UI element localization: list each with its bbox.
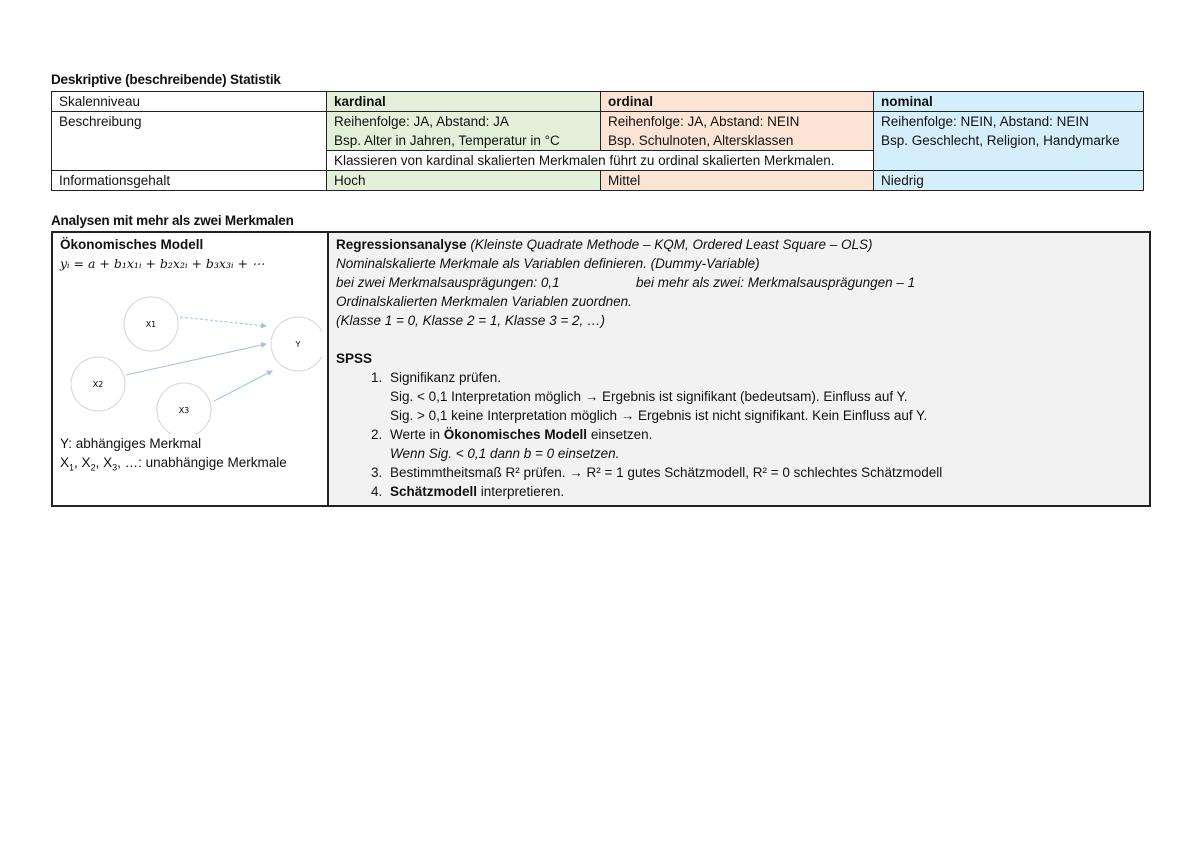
- step-1-sig-high: Sig. > 0,1 keine Interpretation möglich → Ergebnis ist nicht signifikant. Kein Einfluss auf Y.: [390, 408, 928, 423]
- scale-level-table: [51, 91, 1144, 191]
- cell-kardinal-beschreibung: [327, 112, 601, 151]
- row-label-skalenniveau: Skalenniveau: [52, 92, 327, 112]
- regression-title: Regressionsanalyse: [336, 237, 467, 252]
- row-label-beschreibung: Beschreibung: [52, 112, 327, 171]
- regression-line-dummy: bei zwei Merkmalsausprägungen: 0,1 bei mehr als zwei: Merkmalsausprägungen – 1: [336, 275, 916, 290]
- arrow-x1-y: [180, 317, 266, 326]
- regression-line-nominal: Nominalskalierte Merkmale als Variablen definieren. (Dummy-Variable): [336, 256, 760, 271]
- legend-independent: $X_1$, $X_2$, $X_3$, …: unabhängige Merkmale: [60, 455, 287, 473]
- node-x1: [124, 297, 178, 351]
- cell-kardinal-info: Hoch: [327, 171, 601, 191]
- header-kardinal: kardinal: [327, 92, 601, 112]
- list-item-werte-einsetzen: 2. Werte in Ökonomisches Modell einsetzen. Wenn Sig. < 0,1 dann b = 0 einsetzen.: [386, 425, 1142, 463]
- node-x1-label: X1: [145, 320, 157, 329]
- node-y: [271, 317, 322, 371]
- table-row-informationsgehalt: [52, 171, 1144, 191]
- step-1-sig-low: Sig. < 0,1 Interpretation möglich → Ergebnis ist signifikant (bedeutsam). Einfluss auf Y.: [390, 389, 908, 404]
- regression-title-note: (Kleinste Quadrate Methode – KQM, Ordered Least Square – OLS): [470, 237, 873, 252]
- node-y-label: Y: [295, 340, 301, 349]
- regression-diagram: [60, 274, 322, 434]
- text-nominal-beispiel: Bsp. Geschlecht, Religion, Handymarke: [881, 133, 1120, 148]
- text-kardinal-beispiel: Bsp. Alter in Jahren, Temperatur in °C: [334, 133, 560, 148]
- header-nominal: nominal: [874, 92, 1144, 112]
- row-label-informationsgehalt: Informationsgehalt: [52, 171, 327, 191]
- text-ordinal-reihenfolge: Reihenfolge: JA, Abstand: NEIN: [608, 114, 800, 129]
- table-row-beschreibung-1: [52, 112, 1144, 151]
- text-ordinal-beispiel: Bsp. Schulnoten, Altersklassen: [608, 133, 794, 148]
- node-x3-label: X3: [178, 406, 190, 415]
- spss-title: SPSS: [336, 351, 373, 366]
- heading-analysen: Analysen mit mehr als zwei Merkmalen: [51, 213, 294, 228]
- list-item-schaetzmodell: 4. Schätzmodell interpretieren.: [386, 482, 1142, 501]
- cell-nominal-info: Niedrig: [874, 171, 1144, 191]
- regression-line-ordinal: Ordinalskalierten Merkmalen Variablen zuordnen.: [336, 294, 632, 309]
- arrow-x3-y: [214, 371, 272, 401]
- cell-ordinal-beschreibung: [601, 112, 874, 151]
- step-2-note: Wenn Sig. < 0,1 dann b = 0 einsetzen.: [390, 446, 620, 461]
- spss-steps-list: [336, 368, 1142, 501]
- header-ordinal: ordinal: [601, 92, 874, 112]
- cell-ordinal-info: Mittel: [601, 171, 874, 191]
- cell-nominal-beschreibung: [874, 112, 1144, 171]
- model-title: Ökonomisches Modell: [60, 237, 204, 252]
- node-x2: [71, 357, 125, 411]
- cell-regressionsanalyse: [328, 232, 1150, 506]
- heading-deskriptive-statistik: Deskriptive (beschreibende) Statistik: [51, 72, 281, 87]
- table-row-skalenniveau: [52, 92, 1144, 112]
- regression-title-line: [336, 235, 1142, 254]
- list-item-signifikanz: 1. Signifikanz prüfen. Sig. < 0,1 Interpretation möglich → Ergebnis ist signifikant (bedeutsam). Einfluss auf Y. Sig. > 0,1 keine Interpretation möglich → Ergebnis ist nicht signifikant. Kein Einfluss auf Y.: [386, 368, 1142, 425]
- model-formula: yᵢ = a + b₁x₁ᵢ + b₂x₂ᵢ + b₃x₃ᵢ + ⋯: [60, 256, 265, 271]
- regression-line-klassen: (Klasse 1 = 0, Klasse 2 = 1, Klasse 3 = 2, …): [336, 313, 606, 328]
- cell-klassieren-note: Klassieren von kardinal skalierten Merkmalen führt zu ordinal skalierten Merkmalen.: [327, 151, 874, 171]
- legend-dependent: Y: abhängiges Merkmal: [60, 436, 202, 451]
- text-nominal-reihenfolge: Reihenfolge: NEIN, Abstand: NEIN: [881, 114, 1089, 129]
- analysis-table: [51, 231, 1151, 507]
- node-x3: [157, 383, 211, 434]
- text-kardinal-reihenfolge: Reihenfolge: JA, Abstand: JA: [334, 114, 509, 129]
- node-x2-label: X2: [92, 380, 104, 389]
- cell-oekonomisches-modell: [52, 232, 328, 506]
- list-item-bestimmtheitsmass: 3. Bestimmtheitsmaß R² prüfen. → R² = 1 gutes Schätzmodell, R² = 0 schlechtes Schätzmodell: [386, 463, 1142, 482]
